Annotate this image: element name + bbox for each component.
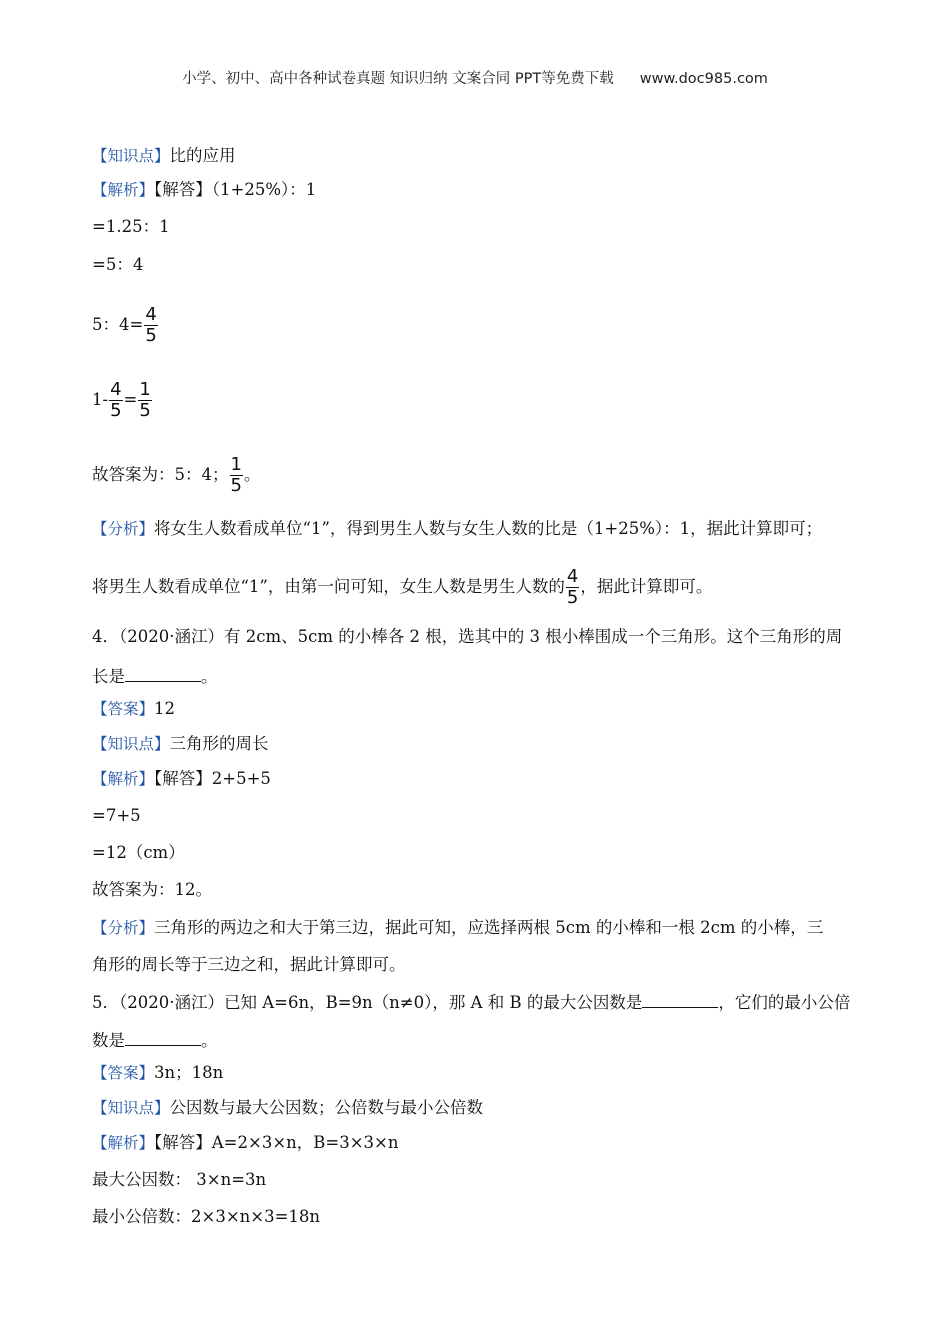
q5-analysis: 【解析】【解答】A=2×3×n，B=3×3×n (92, 1133, 399, 1152)
q3-conclusion: 故答案为：5：4； $\frac{1}{5}$ 。 (92, 454, 261, 496)
q5-step3: 最小公倍数：2×3×n×3=18n (92, 1207, 321, 1226)
q3-reasoning-line2: 将男生人数看成单位“1”，由第一问可知，女生人数是男生人数的 $\frac{4}{5}$ ，据此计算即可。 (92, 566, 713, 608)
header-url[interactable]: www.doc985.com (639, 71, 768, 87)
page-header (0, 67, 950, 88)
reasoning-tag: 【分析】 (92, 520, 155, 538)
q3-step3: =5：4 (92, 255, 144, 274)
answer-blank[interactable] (642, 990, 718, 1008)
q5-knowledge: 【知识点】公因数与最大公因数；公倍数与最小公倍数 (92, 1098, 484, 1117)
analysis-tag: 【解析】 (92, 1134, 155, 1152)
analysis-tag: 【解析】 (92, 181, 155, 199)
q3-step4: 5：4= $\frac{4}{5}$ (92, 304, 157, 346)
q4-answer: 【答案】12 (92, 699, 176, 718)
solution-tag: 【解答】 (154, 180, 212, 199)
fraction-four-fifths: $\frac{4}{5}$ (145, 304, 157, 346)
analysis-tag: 【解析】 (92, 770, 155, 788)
answer-blank[interactable] (125, 1028, 201, 1046)
q4-step2: =7+5 (92, 806, 141, 825)
fraction-four-fifths: $\frac{4}{5}$ (110, 379, 122, 421)
q3-reasoning: 【分析】将女生人数看成单位“1”，得到男生人数与女生人数的比是（1+25%）：1，据此计算即可； (92, 519, 823, 538)
reasoning-tag: 【分析】 (92, 919, 155, 937)
answer-tag: 【答案】 (92, 700, 155, 718)
q4-knowledge: 【知识点】三角形的周长 (92, 734, 269, 753)
q3-analysis: 【解析】【解答】（1+25%）：1 (92, 180, 317, 199)
solution-tag: 【解答】 (154, 769, 212, 788)
q4-question-line2: 长是 。 (92, 664, 218, 688)
fraction-one-fifth: $\frac{1}{5}$ (139, 379, 151, 421)
q5-question-line2: 数是 。 (92, 1028, 218, 1052)
answer-tag: 【答案】 (92, 1064, 155, 1082)
fraction-four-fifths: $\frac{4}{5}$ (566, 566, 579, 608)
q5-answer: 【答案】3n；18n (92, 1063, 224, 1082)
q4-reasoning: 【分析】三角形的两边之和大于第三边，据此可知，应选择两根 5cm 的小棒和一根 2cm 的小棒，三 (92, 918, 824, 937)
q5-question: 5．（2020·涵江）已知 A=6n，B=9n（n≠0），那 A 和 B 的最大公因数是 ，它们的最小公倍 (92, 990, 850, 1014)
knowledge-tag: 【知识点】 (92, 147, 170, 165)
header-text: 小学、初中、高中各种试卷真题 知识归纳 文案合同 PPT等免费下载 (182, 71, 614, 87)
q4-reasoning-line2: 角形的周长等于三边之和，据此计算即可。 (92, 955, 406, 974)
answer-blank[interactable] (125, 664, 201, 682)
q4-conclusion: 故答案为：12。 (92, 880, 212, 899)
q4-question: 4．（2020·涵江）有 2cm、5cm 的小棒各 2 根，选其中的 3 根小棒围成一个三角形。这个三角形的周 (92, 627, 843, 646)
fraction-one-fifth: $\frac{1}{5}$ (230, 454, 242, 496)
q3-step2: =1.25：1 (92, 217, 170, 236)
q3-knowledge: 【知识点】比的应用 (92, 146, 236, 165)
q4-analysis: 【解析】【解答】2+5+5 (92, 769, 271, 788)
knowledge-tag: 【知识点】 (92, 735, 170, 753)
q3-step5: 1- $\frac{4}{5}$ = $\frac{1}{5}$ (92, 379, 151, 421)
q5-step2: 最大公因数： 3×n=3n (92, 1170, 267, 1189)
solution-tag: 【解答】 (154, 1133, 212, 1152)
knowledge-tag: 【知识点】 (92, 1099, 170, 1117)
q4-step3: =12（cm） (92, 843, 185, 862)
